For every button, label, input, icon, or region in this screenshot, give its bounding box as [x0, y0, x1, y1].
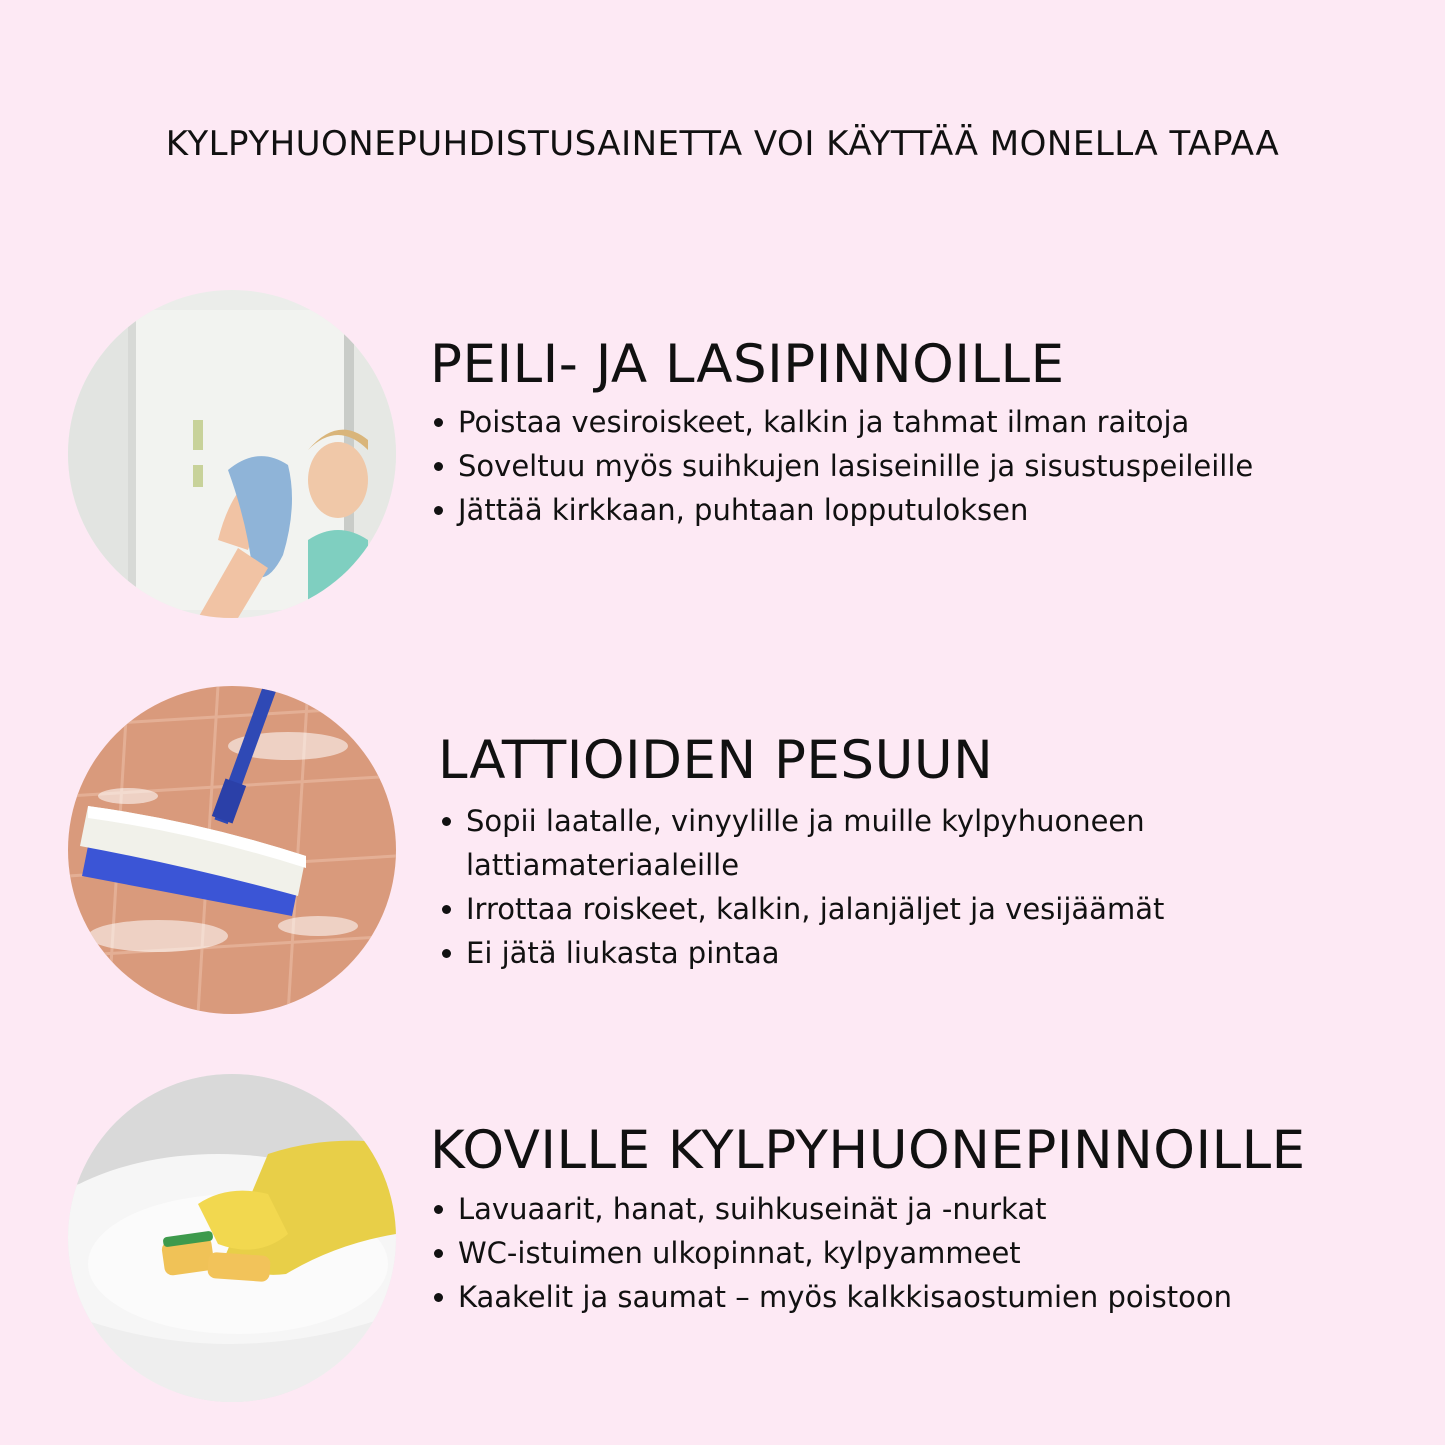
toilet-cleaning-photo: [68, 1074, 396, 1402]
page-title: KYLPYHUONEPUHDISTUSAINETTA VOI KÄYTTÄÄ MONELLA TAPAA: [165, 124, 1280, 164]
floor-scrubbing-photo: [68, 686, 396, 1014]
list-item: Ei jätä liukasta pintaa: [438, 931, 1238, 975]
list-item: Soveltuu myös suihkujen lasiseinille ja sisustuspeileille: [430, 444, 1253, 488]
list-item: Lavuaarit, hanat, suihkuseinät ja -nurkat: [430, 1187, 1232, 1231]
list-item: Jättää kirkkaan, puhtaan lopputuloksen: [430, 488, 1253, 532]
bullet-list: [438, 799, 1238, 975]
mirror-cleaning-photo: [68, 290, 396, 618]
list-item: Irrottaa roiskeet, kalkin, jalanjäljet ja vesijäämät: [438, 887, 1238, 931]
list-item: WC-istuimen ulkopinnat, kylpyammeet: [430, 1231, 1232, 1275]
bullet-list: [430, 400, 1253, 532]
section-heading: KOVILLE KYLPYHUONEPINNOILLE: [430, 1120, 1306, 1181]
section-heading: PEILI- JA LASIPINNOILLE: [430, 334, 1065, 395]
list-item: Kaakelit ja saumat – myös kalkkisaostumien poistoon: [430, 1275, 1232, 1319]
bullet-list: [430, 1187, 1232, 1319]
list-item: Poistaa vesiroiskeet, kalkin ja tahmat ilman raitoja: [430, 400, 1253, 444]
list-item: Sopii laatalle, vinyylille ja muille kylpyhuoneen lattiamateriaaleille: [438, 799, 1206, 887]
section-heading: LATTIOIDEN PESUUN: [438, 730, 994, 791]
